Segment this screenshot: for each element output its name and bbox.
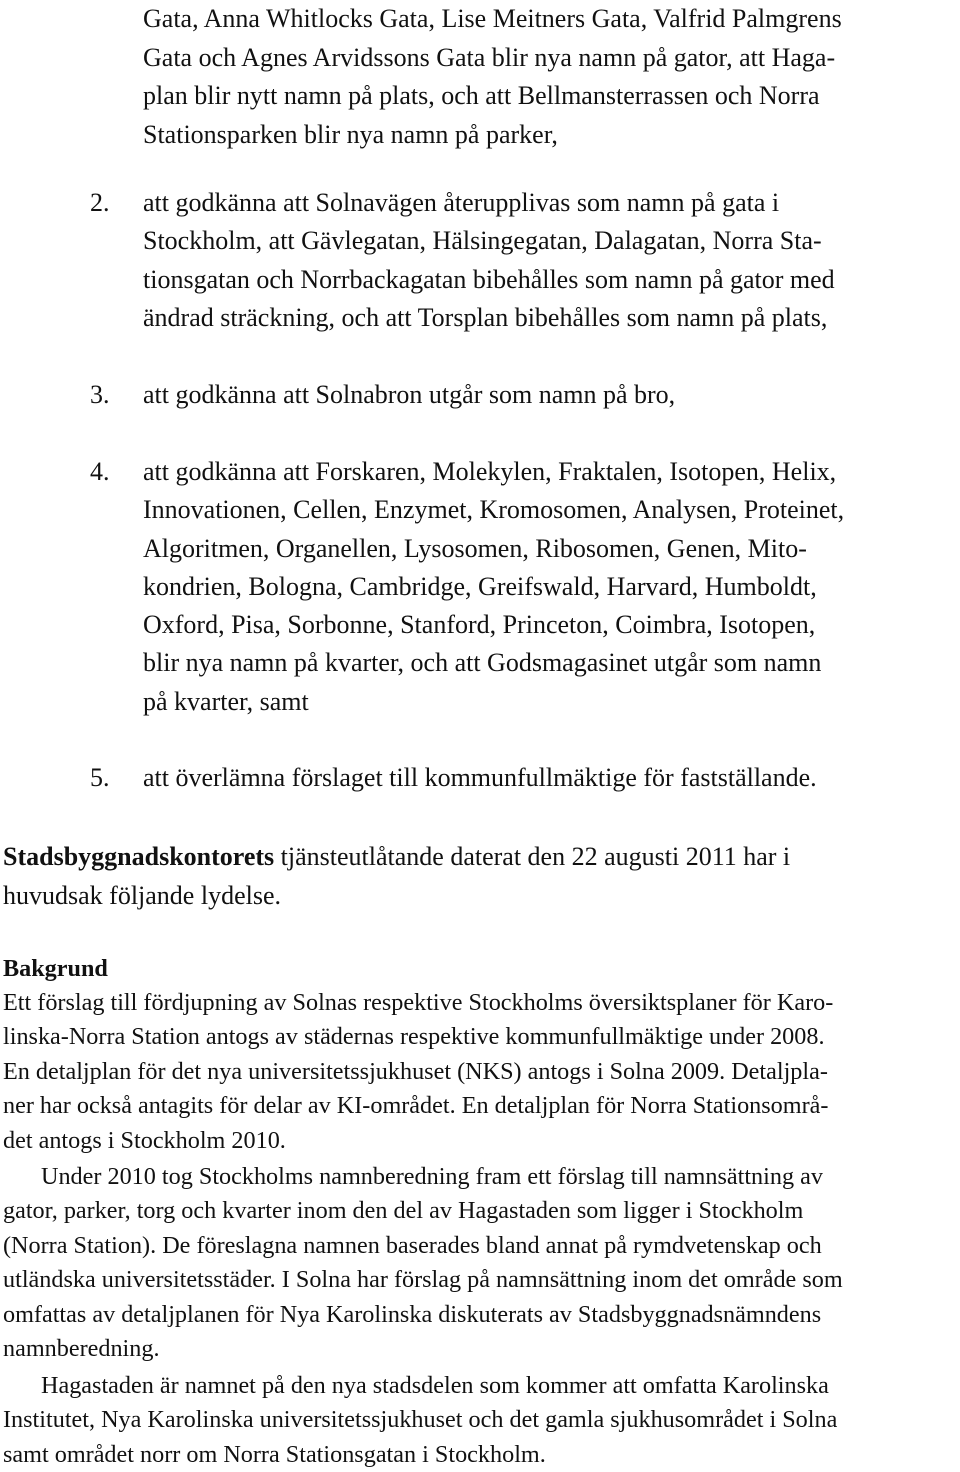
list-item-number: 5. [90,763,110,792]
list-item-text [143,184,956,337]
background-paragraph-3 [3,1369,958,1472]
text-line: huvudsak följande lydelse. [3,880,281,910]
text-line: att överlämna förslaget till kommunfullmäktige för fastställande. [143,763,817,792]
list-item-text [143,759,956,797]
text-line: Gata, Anna Whitlocks Gata, Lise Meitners Gata, Valfrid Palmgrens [143,4,842,33]
section-heading [3,952,958,986]
background-paragraph-2 [3,1160,958,1366]
text-line: Under 2010 tog Stockholms namnberedning fram ett förslag till namnsättning av [41,1163,823,1190]
text-line: samt området norr om Norra Stationsgatan i Stockholm. [3,1440,546,1468]
statement-paragraph [3,838,958,915]
text-line: Hagastaden är namnet på den nya stadsdelen som kommer att omfatta Karolinska [41,1372,829,1399]
text-line [3,838,958,877]
text-line: att godkänna att Forskaren, Molekylen, Fraktalen, Isotopen, Helix, [143,457,837,486]
text-line: tionsgatan och Norrbackagatan bibehålles som namn på gator med [143,264,835,294]
text-line: det antogs i Stockholm 2010. [3,1126,286,1154]
text-line: Algoritmen, Organellen, Lysosomen, Ribosomen, Genen, Mito- [143,533,807,563]
text-line: gator, parker, torg och kvarter inom den del av Hagastaden som ligger i Stockholm [3,1197,804,1225]
text-line: En detaljplan för det nya universitetssjukhuset (NKS) antogs i Solna 2009. Detaljpla- [3,1057,828,1085]
list-item-text [143,376,956,414]
text-line: blir nya namn på kvarter, och att Godsmagasinet utgår som namn [143,648,822,678]
text-line: Innovationen, Cellen, Enzymet, Kromosomen, Analysen, Proteinet, [143,495,845,525]
text-line: Stationsparken blir nya namn på parker, [143,119,558,149]
text-line: Stockholm, att Gävlegatan, Hälsingegatan, Dalagatan, Norra Sta- [143,226,822,256]
text-line: utländska universitetsstäder. I Solna har förslag på namnsättning inom det område som [3,1266,843,1294]
text-line: (Norra Station). De föreslagna namnen baserades bland annat på rymdvetenskap och [3,1231,822,1259]
text-line: plan blir nytt namn på plats, och att Bellmansterrassen och Norra [143,81,820,110]
text-line: ändrad sträckning, och att Torsplan bibehålles som namn på plats, [143,302,828,332]
heading-bakgrund: Bakgrund [3,955,108,982]
text-line: ner har också antagits för delar av KI-området. En detaljplan för Norra Stationsområ- [3,1092,829,1120]
text-line: Oxford, Pisa, Sorbonne, Stanford, Princeton, Coimbra, Isotopen, [143,610,816,640]
list-item-number: 3. [90,380,110,409]
statement-text: tjänsteutlåtande daterat den 22 augusti 2011 har i [274,842,791,871]
text-line: kondrien, Bologna, Cambridge, Greifswald, Harvard, Humboldt, [143,571,817,601]
list-item-text [143,453,956,721]
text-line: på kvarter, samt [143,686,309,716]
text-line: Gata och Agnes Arvidssons Gata blir nya namn på gator, att Haga- [143,42,836,72]
text-line: Ett förslag till fördjupning av Solnas respektive Stockholms översiktsplaner för Karo- [3,989,834,1016]
list-item-number: 4. [90,457,110,486]
background-paragraph-1 [3,986,958,1158]
text-line: omfattas av detaljplanen för Nya Karolinska diskuterats av Stadsbyggnadsnämndens [3,1300,822,1328]
list-item-number: 2. [90,188,110,217]
office-name: Stadsbyggnadskontorets [3,842,275,871]
text-line: linska-Norra Station antogs av städernas respektive kommunfullmäktige under 2008. [3,1023,825,1051]
list-item-1-continuation [143,0,955,154]
text-line: namnberedning. [3,1335,160,1363]
text-line: att godkänna att Solnavägen återupplivas som namn på gata i [143,188,780,217]
text-line: Institutet, Nya Karolinska universitetssjukhuset och det gamla sjukhusområdet i Solna [3,1406,838,1434]
text-line: att godkänna att Solnabron utgår som namn på bro, [143,380,676,409]
